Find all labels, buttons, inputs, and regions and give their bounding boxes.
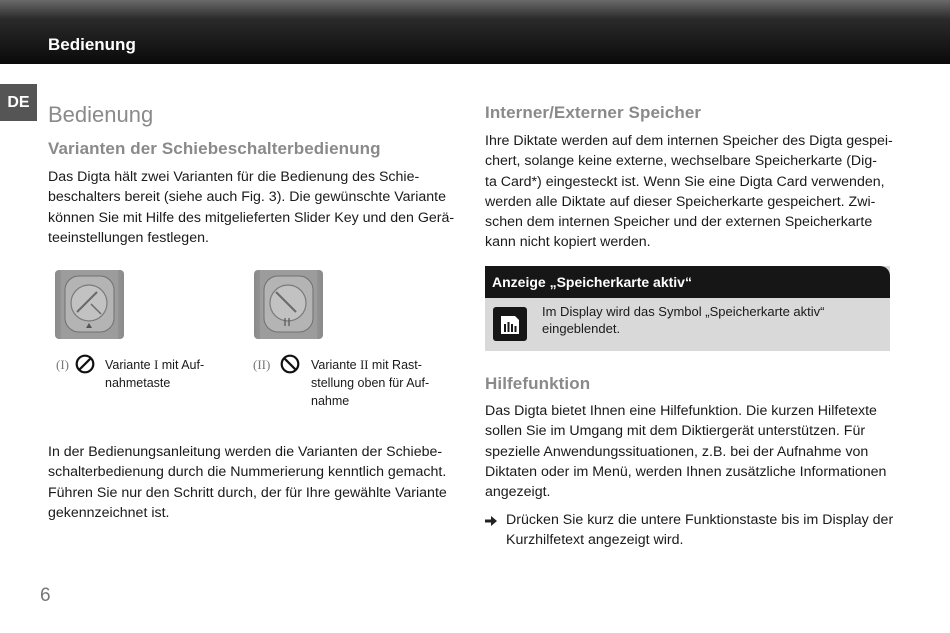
intro-paragraph: Das Digta hält zwei Varianten für die Bedienung des Schie- beschalters bereit (siehe auch Fig. 3). Die gewünschte Variante können Sie mit Hilfe des mitgelieferten Slider Key und den Gerä- teeinstellungen festlegen. — [48, 169, 455, 246]
arrow-right-icon — [485, 515, 497, 529]
section-heading-help: Hilfefunktion — [485, 374, 591, 393]
no-symbol-icon — [280, 354, 300, 374]
section-heading-variants: Varianten der Schiebeschalterbedienung — [48, 139, 381, 158]
variant-1-label: (I) — [56, 357, 69, 372]
page-title: Bedienung — [48, 102, 154, 127]
info-box-header — [485, 266, 890, 298]
no-symbol-icon — [75, 354, 95, 374]
variant-2-caption: Variante II mit Rast- stellung oben für Auf- nahme — [311, 358, 430, 408]
outro-paragraph: In der Bedienungsanleitung werden die Varianten der Schiebe- schalterbedienung durch die Nummerierung kenntlich gemacht. Führen Sie nur den Schritt durch, der für Ihre gewählte Variante gekennzeichnet ist. — [48, 444, 447, 521]
section-heading-storage: Interner/Externer Speicher — [485, 103, 702, 122]
device-image-variant-1 — [55, 270, 124, 339]
instruction-step: Drücken Sie kurz die untere Funktionstaste bis im Display der Kurzhilfetext angezeigt wird. — [506, 512, 894, 549]
language-tab: DE — [0, 84, 37, 121]
help-paragraph: Das Digta bietet Ihnen eine Hilfefunktion. Die kurzen Hilfetexte sollen Sie im Umgang mit dem Diktiergerät unterstützen. Für spezielle Anwendungssituationen, z.B. bei der Aufnahme von Diktaten oder im Menü, werden Ihnen zusätzliche Informationen angezeigt. — [485, 403, 887, 501]
variant-2-label: (II) — [253, 357, 271, 372]
storage-paragraph: Ihre Diktate werden auf dem internen Speicher des Digta gespei- chert, solange keine externe, wechselbare Speicherkarte (Dig- ta Card*) eingesteckt ist. Wenn Sie eine Digta Card verwenden, werden alle Diktate auf dieser Speicherkarte gespeichert. Zwi- schen dem internen Speicher und der externen Speicherkarte kann nicht kopiert werden. — [485, 133, 893, 251]
page-header — [0, 0, 950, 64]
device-image-variant-2 — [254, 270, 323, 339]
variant-1-caption: Variante I mit Auf- nahmetaste — [105, 358, 205, 390]
info-box-title: Anzeige „Speicherkarte aktiv“ — [492, 274, 692, 290]
memory-card-icon — [493, 307, 527, 341]
display-info-box — [485, 266, 890, 351]
header-title: Bedienung — [48, 35, 136, 54]
page-number: 6 — [40, 585, 51, 606]
info-box-text: Im Display wird das Symbol „Speicherkarte aktiv“ eingeblendet. — [542, 304, 825, 336]
